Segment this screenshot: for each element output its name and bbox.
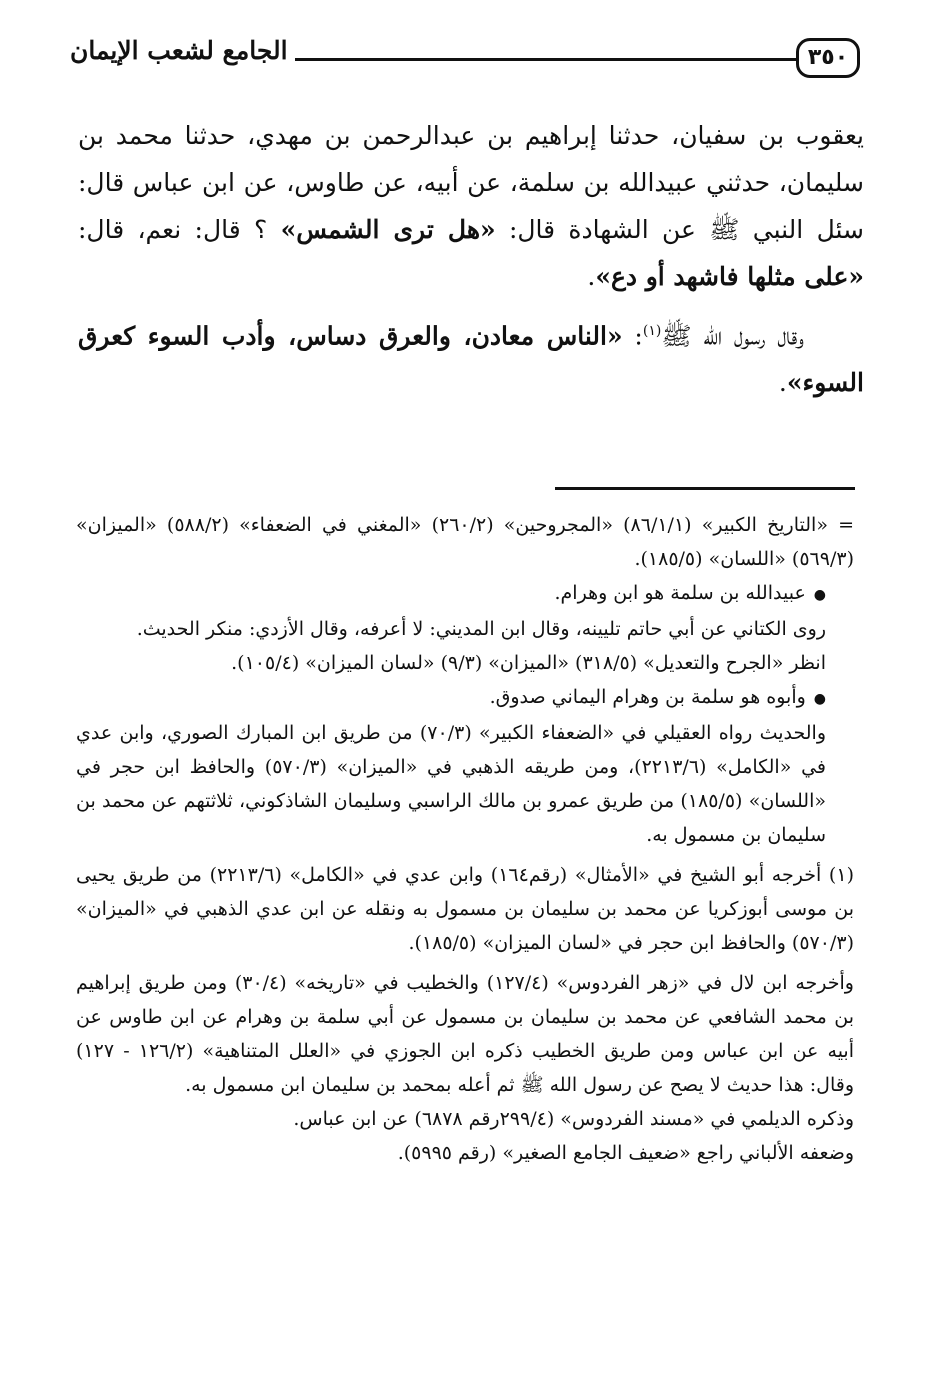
p2-end: . — [778, 368, 787, 398]
paragraph-2 — [78, 308, 864, 406]
page-header — [70, 34, 860, 84]
bullet-2-text: وأبوه هو سلمة بن وهرام اليماني صدوق. — [489, 686, 806, 708]
p1-quote-2: «على مثلها فاشهد أو دع» — [595, 262, 864, 291]
running-title: الجامع لشعب الإيمان — [70, 36, 288, 65]
footnotes — [76, 508, 854, 1170]
footnote-1-d: وضعفه الألباني راجع «ضعيف الجامع الصغير» (رقم ٥٩٩٥). — [397, 1142, 854, 1164]
p1-quote-1: «هل ترى الشمس» — [280, 215, 496, 244]
footnote-bullet-1 — [76, 576, 854, 612]
bullet-2-line-1: والحديث رواه العقيلي في «الضعفاء الكبير» (٧٠/٣) من طريق ابن المبارك الصوري، وابن عدي في «الكامل» (٢٢١٣/٦)، ومن طريقه الذهبي في «الميزان» (٥٧٠/٣) والحافظ ابن حجر في «اللسان» (١٨٥/٥) من طريق عمرو بن مالك الراسبي وسليمان الشاذكوني، ثلاثتهم عن محمد بن سليمان بن مسمول به. — [76, 722, 827, 846]
bullet-1-line-1: روى الكتاني عن أبي حاتم تليينه، وقال ابن المديني: لا أعرفه، وقال الأزدي: منكر الحديث. — [136, 618, 826, 640]
footnote-continuation: = «التاريخ الكبير» (٨٦/١/١) «المجروحين» (٢٦٠/٢) «المغني في الضعفاء» (٥٨٨/٢) «الميزان» (٥٦٩/٣) «اللسان» (١٨٥/٥). — [76, 514, 855, 570]
p1-end: . — [587, 262, 596, 291]
p2-colon: : — [622, 321, 643, 351]
header-rule — [295, 58, 796, 61]
paragraph-1 — [78, 112, 864, 300]
footnote-separator — [555, 487, 855, 490]
bullet-1-line-2: انظر «الجرح والتعديل» (٣١٨/٥) «الميزان» (٩/٣) «لسان الميزان» (١٠٥/٤). — [231, 652, 826, 674]
bullet-1-text: عبيدالله بن سلمة هو ابن وهرام. — [554, 582, 806, 604]
p2-quote: «الناس معادن، والعرق دساس، وأدب السوء كعرق السوء» — [78, 321, 864, 398]
p2-text-a: وقال رسول الله ﷺ — [661, 321, 805, 351]
footnote-1-a: (١) أخرجه أبو الشيخ في «الأمثال» (رقم١٦٤) وابن عدي في «الكامل» (٢٢١٣/٦) من طريق يحيى بن موسى أبوزكريا عن محمد بن سليمان بن مسمول به ونقله عن ابن عدي الذهبي في «الميزان» (٥٧٠/٣) والحافظ ابن حجر في «لسان الميزان» (١٨٥/٥). — [76, 864, 854, 954]
main-text — [78, 112, 864, 414]
footnote-1-b: وأخرجه ابن لال في «زهر الفردوس» (١٢٧/٤) والخطيب في «تاريخه» (٣٠/٤) ومن طريق إبراهيم بن محمد الشافعي عن محمد بن سليمان بن مسمول عن أبي سلمة بن وهرام عن ابن طاوس عن أبيه عن ابن عباس ومن طريق الخطيب ذكره ابن الجوزي في «العلل المتناهية» (١٢٦/٢ - ١٢٧) وقال: هذا حديث لا يصح عن رسول الله ﷺ ثم أعله بمحمد بن سليمان ابن مسمول به. — [76, 972, 854, 1096]
p1-text-a: يعقوب بن سفيان، حدثنا إبراهيم بن عبدالرحمن بن مهدي، حدثنا محمد بن سليمان، حدثني عبيدالله بن سلمة، عن أبيه، عن طاوس، عن ابن عباس قال: سئل النبي ﷺ عن الشهادة قال: — [78, 121, 864, 244]
page-number: ٣٥٠ — [796, 38, 860, 78]
footnote-1-c: وذكره الديلمي في «مسند الفردوس» (٢٩٩/٤رقم ٦٨٧٨) عن ابن عباس. — [293, 1108, 854, 1130]
footnote-bullet-2 — [76, 680, 854, 716]
p1-text-b: ؟ قال: نعم، قال: — [78, 215, 281, 244]
footnote-ref-1: (١) — [642, 323, 662, 339]
